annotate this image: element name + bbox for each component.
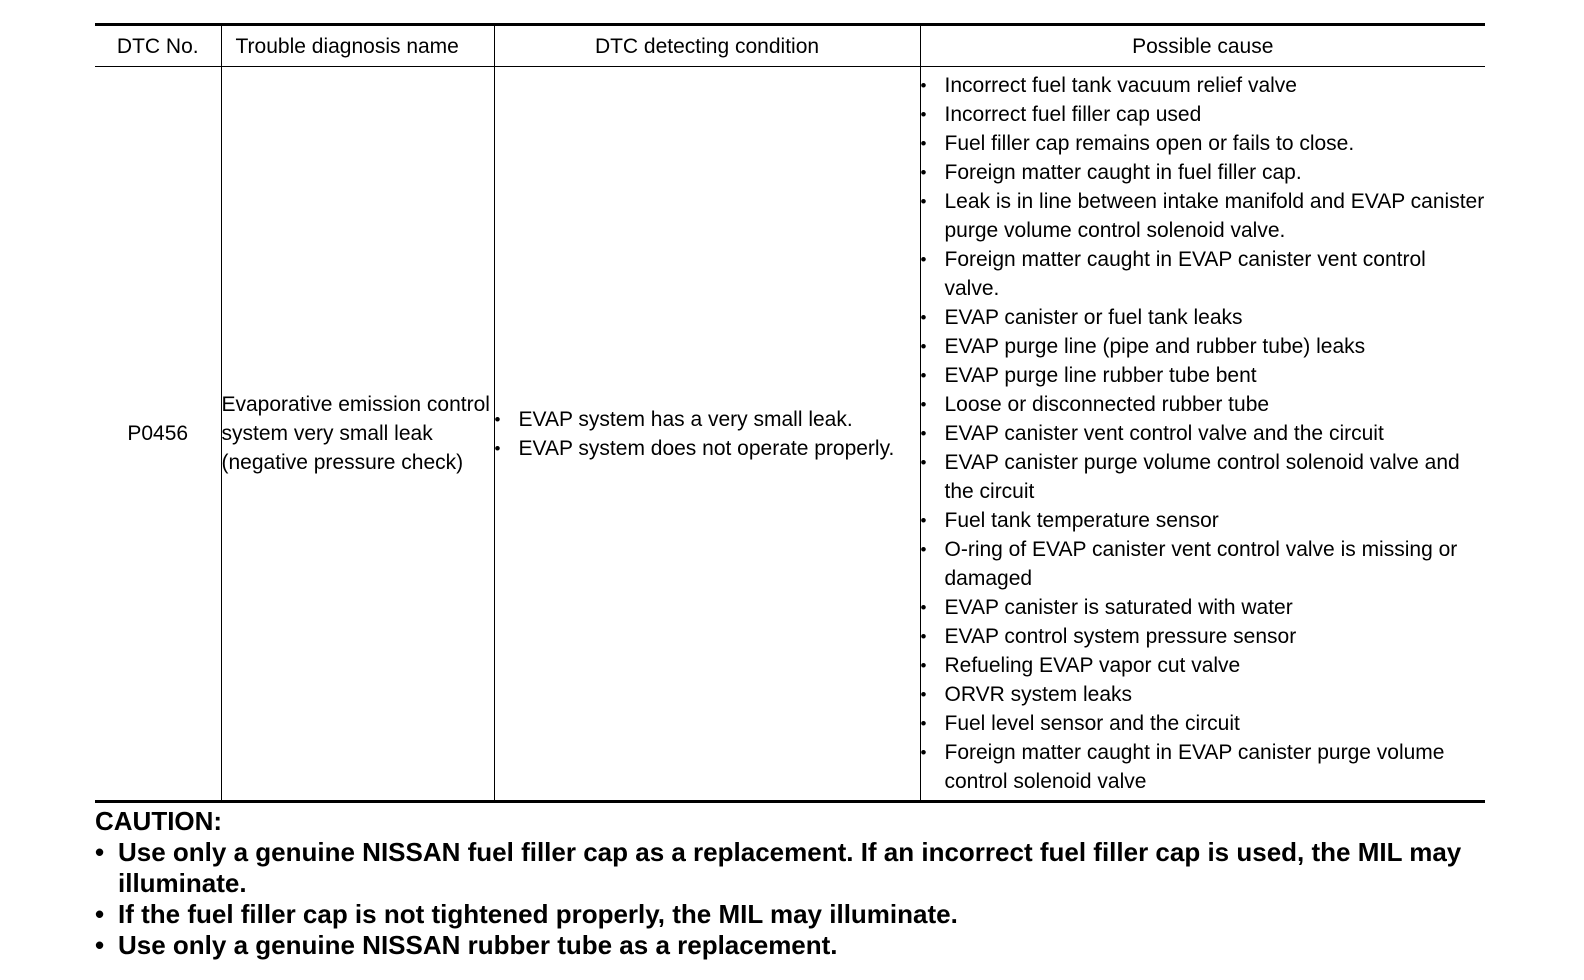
cause-item: • Fuel level sensor and the circuit: [921, 709, 1486, 738]
caution-item: • If the fuel filler cap is not tightened properly, the MIL may illuminate.: [95, 899, 1495, 930]
detecting-condition-cell: [494, 67, 920, 802]
cause-item: • EVAP purge line rubber tube bent: [921, 361, 1486, 390]
condition-item: • EVAP system does not operate properly.: [495, 434, 920, 463]
possible-cause-cell: [920, 67, 1485, 802]
cause-item: • EVAP canister or fuel tank leaks: [921, 303, 1486, 332]
cause-item: • ORVR system leaks: [921, 680, 1486, 709]
cause-item: • EVAP control system pressure sensor: [921, 622, 1486, 651]
cause-item: • Fuel filler cap remains open or fails to close.: [921, 129, 1486, 158]
cause-item: • Incorrect fuel filler cap used: [921, 100, 1486, 129]
table-row: [95, 67, 1485, 802]
caution-title: CAUTION:: [95, 806, 223, 836]
dtc-table: [95, 23, 1485, 803]
cause-item: • Fuel tank temperature sensor: [921, 506, 1486, 535]
caution-block: [95, 806, 1495, 961]
cause-item: • Foreign matter caught in EVAP canister vent control valve.: [921, 245, 1486, 303]
cause-item: • EVAP purge line (pipe and rubber tube) leaks: [921, 332, 1486, 361]
cause-item: • EVAP canister vent control valve and the circuit: [921, 419, 1486, 448]
cause-item: • Incorrect fuel tank vacuum relief valve: [921, 71, 1486, 100]
caution-item: • Use only a genuine NISSAN rubber tube as a replacement.: [95, 930, 1495, 961]
cause-list: [921, 71, 1486, 796]
cause-item: • Foreign matter caught in fuel filler cap.: [921, 158, 1486, 187]
cause-item: • EVAP canister purge volume control solenoid valve and the circuit: [921, 448, 1486, 506]
cause-item: • Loose or disconnected rubber tube: [921, 390, 1486, 419]
header-dtc-no: DTC No.: [95, 25, 221, 67]
cause-item: • Leak is in line between intake manifold and EVAP canister purge volume control solenoid valve.: [921, 187, 1486, 245]
cause-item: • EVAP canister is saturated with water: [921, 593, 1486, 622]
condition-item: • EVAP system has a very small leak.: [495, 405, 920, 434]
caution-list: [95, 837, 1495, 961]
dtc-code: P0456: [95, 67, 221, 802]
cause-item: • Foreign matter caught in EVAP canister purge volume control solenoid valve: [921, 738, 1486, 796]
caution-item: • Use only a genuine NISSAN fuel filler cap as a replacement. If an incorrect fuel filler cap is used, the MIL may illuminate.: [95, 837, 1495, 899]
cause-item: • O-ring of EVAP canister vent control valve is missing or damaged: [921, 535, 1486, 593]
header-detecting-condition: DTC detecting condition: [494, 25, 920, 67]
condition-list: [495, 405, 920, 463]
table-header-row: [95, 25, 1485, 67]
cause-item: • Refueling EVAP vapor cut valve: [921, 651, 1486, 680]
header-diagnosis-name: Trouble diagnosis name: [221, 25, 494, 67]
diagnosis-name: Evaporative emission control system very small leak (negative pressure check): [221, 67, 494, 802]
header-possible-cause: Possible cause: [920, 25, 1485, 67]
